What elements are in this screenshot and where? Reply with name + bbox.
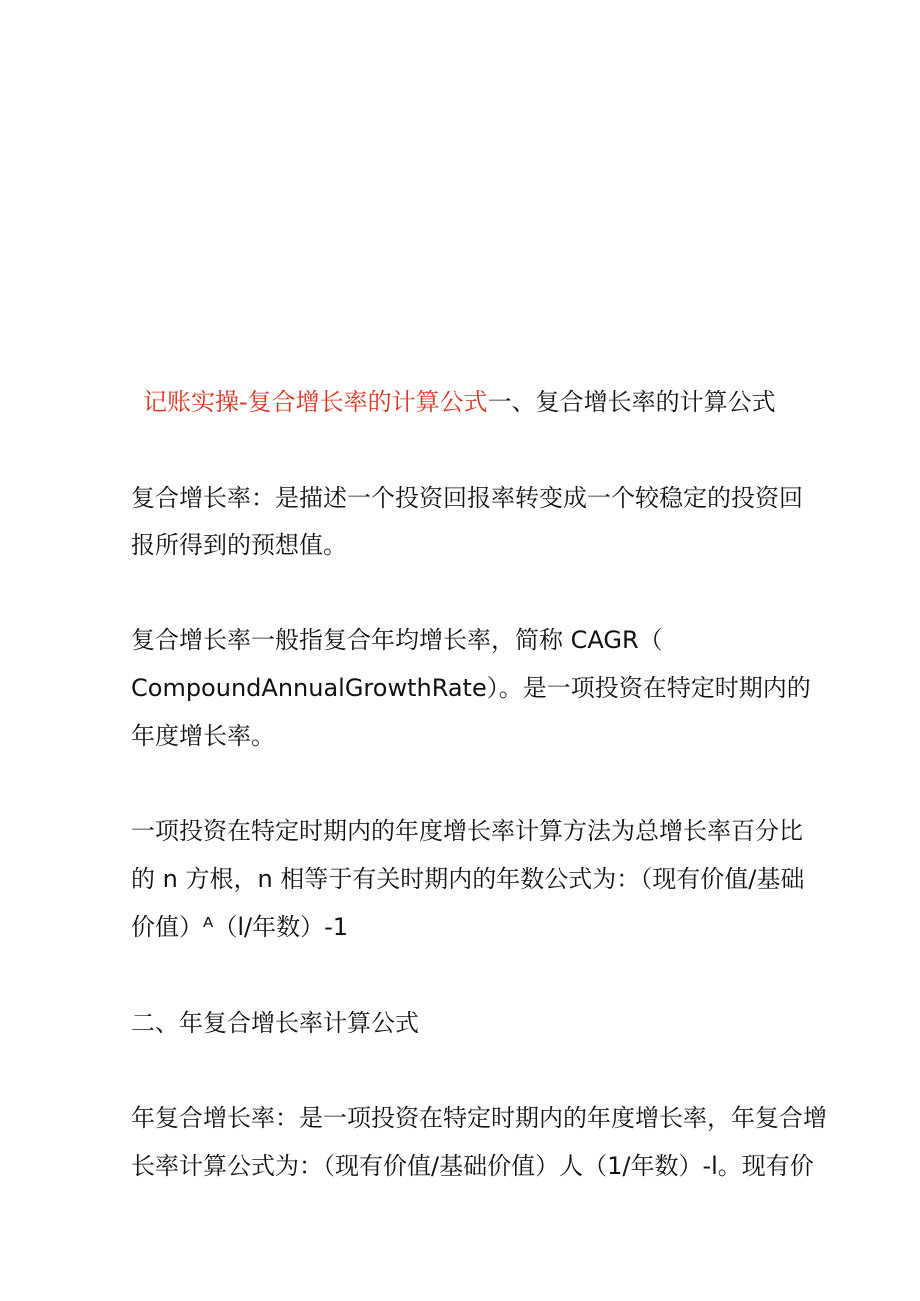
paragraph-line: CompoundAnnualGrowthRate）。是一项投资在特定时期内的 xyxy=(131,674,811,702)
paragraph-line: 的 n 方根，n 相等于有关时期内的年数公式为：（现有价值/基础 xyxy=(131,865,805,893)
title-red-part: 记账实操-复合增长率的计算公式 xyxy=(143,388,488,416)
document-title xyxy=(143,387,776,417)
paragraph-line: 报所得到的预想值。 xyxy=(131,531,347,559)
paragraph-line: 长率计算公式为：（现有价值/基础价值）人（1/年数）-l。现有价 xyxy=(131,1152,814,1180)
paragraph-line: 价值）ᴬ（l/年数）-1 xyxy=(131,913,349,941)
paragraph-line: 复合增长率：是描述一个投资回报率转变成一个较稳定的投资回 xyxy=(131,484,803,512)
paragraph-line: 年度增长率。 xyxy=(131,722,275,750)
paragraph-line: 年复合增长率：是一项投资在特定时期内的年度增长率，年复合增 xyxy=(131,1104,827,1132)
paragraph-line: 一项投资在特定时期内的年度增长率计算方法为总增长率百分比 xyxy=(131,817,803,845)
section-two-heading: 二、年复合增长率计算公式 xyxy=(131,1009,419,1037)
title-heading-one: 一、复合增长率的计算公式 xyxy=(487,388,776,416)
paragraph-line: 复合增长率一般指复合年均增长率，简称 CAGR（ xyxy=(131,626,663,654)
